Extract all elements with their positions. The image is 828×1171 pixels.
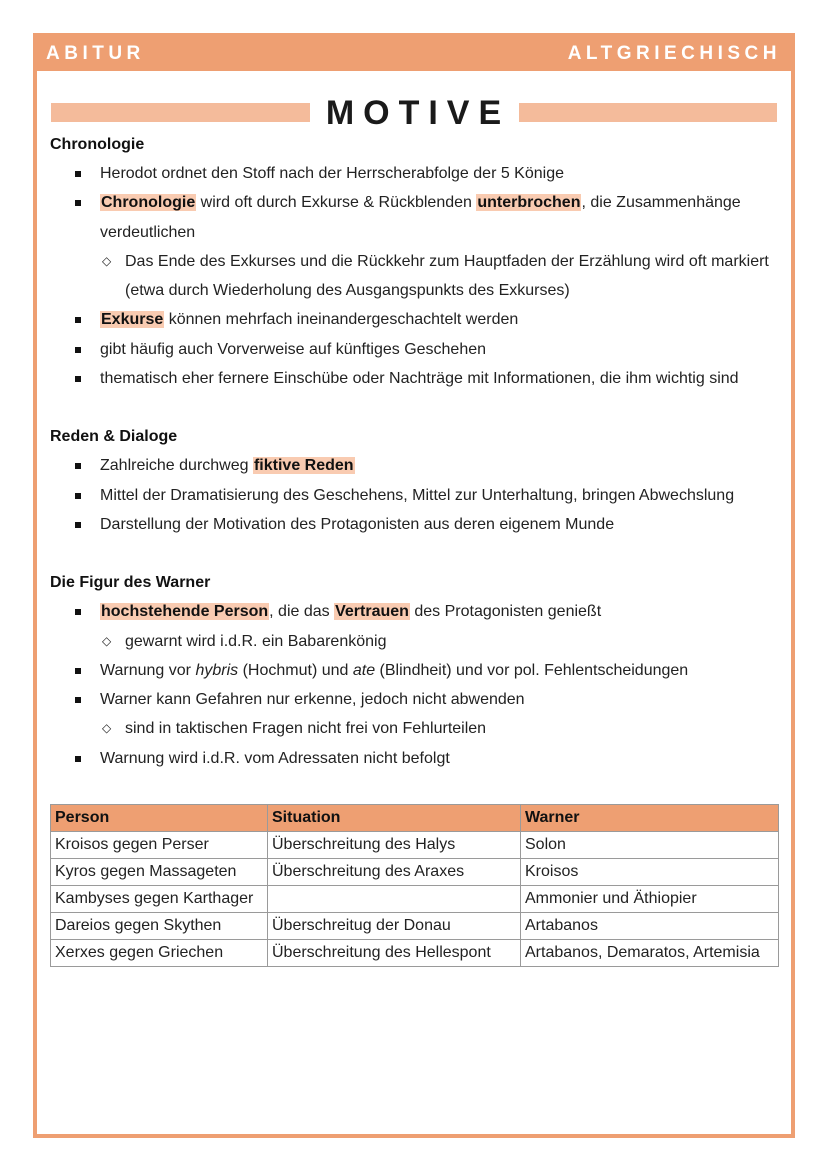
diamond-bullet-icon: ◇	[102, 721, 112, 736]
italic-term: hybris	[195, 661, 239, 679]
bullet-list	[50, 597, 777, 773]
page-title: MOTIVE	[325, 94, 511, 132]
list-item-text: können mehrfach ineinandergeschachtelt werden	[164, 311, 519, 329]
section-heading: Die Figur des Warner	[50, 574, 211, 592]
sub-list-item	[100, 627, 777, 656]
list-item-text: , die Zusammenhänge verdeutlichen	[100, 194, 741, 241]
list-item	[50, 305, 777, 334]
table-row	[51, 940, 779, 967]
table-row	[51, 913, 779, 940]
table-cell: Kambyses gegen Karthager	[51, 886, 268, 913]
list-item-text: (Hochmut) und	[238, 661, 353, 679]
list-item	[50, 510, 777, 539]
table-cell	[268, 886, 521, 913]
list-item-text: Das Ende des Exkurses und die Rückkehr zum Hauptfaden der Erzählung wird oft markiert (etwa durch Wiederholung des Ausgangspunkts des Exkurses)	[125, 252, 769, 300]
table-cell: Kroisos	[521, 859, 779, 886]
header-left-label: ABITUR	[46, 43, 145, 64]
section-reden-dialoge	[50, 422, 777, 539]
list-item	[50, 159, 777, 188]
table-cell: Artabanos	[521, 913, 779, 940]
list-item	[50, 744, 777, 773]
sub-list	[100, 714, 777, 743]
list-item-text: (Blindheit) und vor pol. Fehlentscheidungen	[375, 661, 689, 679]
table-row	[51, 859, 779, 886]
bullet-list	[50, 159, 777, 393]
diamond-bullet-icon: ◇	[102, 633, 112, 648]
sub-list-item	[100, 714, 777, 743]
highlight-term: Vertrauen	[335, 603, 409, 621]
column-header: Situation	[268, 805, 521, 832]
list-item-text: gewarnt wird i.d.R. ein Babarenkönig	[125, 632, 387, 650]
section-chronologie	[50, 130, 777, 393]
column-header: Person	[51, 805, 268, 832]
list-item	[50, 685, 777, 744]
list-item-text: wird oft durch Exkurse & Rückblenden	[196, 194, 477, 212]
table-cell: Überschreitung des Halys	[268, 832, 521, 859]
column-header: Warner	[521, 805, 779, 832]
highlight-term: Chronologie	[101, 194, 196, 212]
list-item	[50, 188, 777, 305]
list-item-text: , die das	[269, 603, 335, 621]
table-cell: Xerxes gegen Griechen	[51, 940, 268, 967]
sub-list	[100, 247, 777, 306]
page-frame	[33, 33, 795, 1138]
section-heading: Chronologie	[50, 136, 145, 153]
list-item	[50, 451, 777, 480]
list-item-text: Zahlreiche durchweg	[100, 457, 253, 475]
warner-table	[50, 804, 779, 967]
list-item	[50, 481, 777, 510]
section-heading: Reden & Dialoge	[50, 428, 178, 446]
highlight-term: fiktive Reden	[253, 457, 354, 475]
header-bar	[37, 37, 791, 71]
italic-term: ate	[352, 661, 376, 679]
table-cell: Artabanos, Demaratos, Artemisia	[521, 940, 779, 967]
table-cell: Kyros gegen Massageten	[51, 859, 268, 886]
diamond-bullet-icon: ◇	[102, 253, 112, 268]
list-item-text: Warner kann Gefahren nur erkenne, jedoch nicht abwenden	[100, 691, 525, 709]
list-item	[50, 597, 777, 656]
highlight-term: unterbrochen	[477, 194, 581, 212]
content	[50, 130, 777, 802]
list-item-text: des Protagonisten genießt	[409, 603, 602, 621]
list-item-text: Darstellung der Motivation des Protagonisten aus deren eigenem Munde	[100, 515, 615, 533]
sub-list-item	[100, 247, 777, 306]
list-item-text: sind in taktischen Fragen nicht frei von Fehlurteilen	[125, 720, 487, 738]
list-item-text: Warnung wird i.d.R. vom Adressaten nicht befolgt	[100, 749, 450, 767]
list-item-text: gibt häufig auch Vorverweise auf künftiges Geschehen	[100, 340, 487, 358]
list-item-text: thematisch eher fernere Einschübe oder Nachträge mit Informationen, die ihm wichtig sind	[100, 370, 739, 388]
highlight-term: hochstehende Person	[101, 603, 269, 621]
table-cell: Überschreitung des Hellespont	[268, 940, 521, 967]
list-item-text: Herodot ordnet den Stoff nach der Herrscherabfolge der 5 Könige	[100, 165, 564, 182]
table-cell: Überschreitug der Donau	[268, 913, 521, 940]
table-cell: Kroisos gegen Perser	[51, 832, 268, 859]
sub-list	[100, 627, 777, 656]
list-item	[50, 364, 777, 393]
bullet-list	[50, 451, 777, 539]
header-right-label: ALTGRIECHISCH	[567, 43, 781, 64]
table-cell: Dareios gegen Skythen	[51, 913, 268, 940]
list-item-text: Warnung vor	[100, 661, 196, 679]
table-row	[51, 832, 779, 859]
section-warner	[50, 568, 777, 773]
table-cell: Ammonier und Äthiopier	[521, 886, 779, 913]
table-header-row	[51, 805, 779, 832]
list-item-text: Mittel der Dramatisierung des Geschehens, Mittel zur Unterhaltung, bringen Abwechslung	[100, 486, 735, 504]
list-item	[50, 335, 777, 364]
table-row	[51, 886, 779, 913]
list-item	[50, 656, 777, 685]
highlight-term: Exkurse	[101, 311, 164, 329]
table-cell: Solon	[521, 832, 779, 859]
table-cell: Überschreitung des Araxes	[268, 859, 521, 886]
